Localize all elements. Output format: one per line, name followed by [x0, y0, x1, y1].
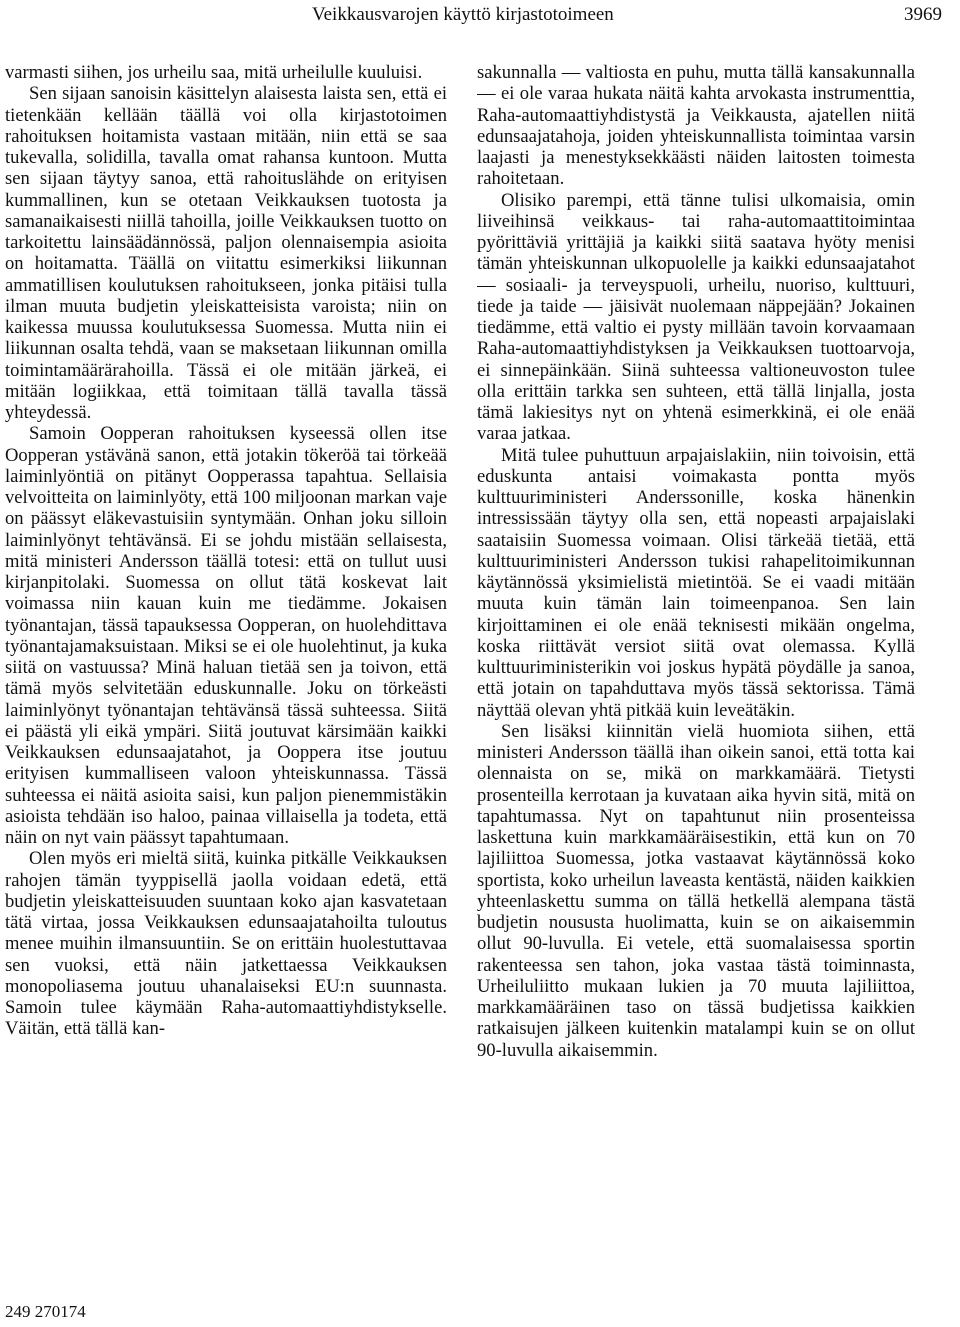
paragraph: varmasti siihen, jos urheilu saa, mitä urheilulle kuuluisi.: [5, 62, 423, 83]
paragraph: Olen myös eri mieltä siitä, kuinka pitkälle Veikkauksen rahojen tämän tyyppisellä jaolla voidaan edetä, että budjetin yleiskatteisuuden suuntaan koko ajan kasvatetaan tätä virtaa, jossa Veikkauksen edunsaajatahoilta tuloutus menee muihin ilmansuuntiin. Se on erittäin huolestuttavaa sen vuoksi, että näin jatkettaessa Veikkauksen monopoliasema joutuu uhanalaiseksi EU:n suunnasta. Samoin tulee käymään Raha-automaattiyhdistykselle. Väitän, että tällä kan-: [5, 848, 447, 1040]
paragraph: Olisiko parempi, että tänne tulisi ulkomaisia, omin liiveihinsä veikkaus- tai raha-automaattitoimintaa pyörittäviä yrittäjiä ja kaikki siitä saatava hyöty menisi tämän yhteiskunnan ulkopuolelle ja kaikki edunsaajatahot — sosiaali- ja terveyspuoli, urheilu, nuoriso, kulttuuri, tiede ja taide — jäisivät nuolemaan näppejään? Jokainen tiedämme, että valtio ei pysty millään tavoin korvaamaan Raha-automaattiyhdistyksen ja Veikkauksen tuottoarvoja, ei sinnepäinkään. Siinä suhteessa valtioneuvoston tulee olla erittäin tarkka sen suhteen, että tällä linjalla, josta tämä lakiesitys nyt on yhtenä esimerkkinä, ei ole enää varaa jatkaa.: [477, 189, 915, 445]
print-code: 249 270174: [5, 1302, 86, 1321]
paragraph: Sen lisäksi kiinnitän vielä huomiota siihen, että ministeri Andersson täällä ihan oikein sanoi, että totta kai olennaista on se, mikä on markkamäärä. Tietysti prosenteilla kerrotaan ja kuvataan aika hyvin sitä, mitä on tapahtumassa. Nyt on tapahtunut niin prosenteissa laskettuna kuin markkamääräisestikin, että kun on 70 lajiliittoa Suomessa, jotka vastaavat käytännössä koko sportista, koko urheilun laveasta kentästä, näiden kaikkien yhteenlaskettu summa on tällä hetkellä alempana tästä budjetin noususta huolimatta, kuin se on aikaisemmin ollut 90-luvulla. Ei vetele, että suomalaisessa sportin rakenteessa sen tahon, joka vastaa tästä toiminnasta, Urheiluliitto mukaan lukien ja 70 muuta lajiliittoa, markkamääräinen taso on tässä budjetissa kaikkien ratkaisujen jälkeen kuitenkin matalampi kuin se on ollut 90-luvulla aikaisemmin.: [477, 720, 915, 1061]
right-column: [477, 62, 915, 1312]
page-header: [0, 4, 960, 28]
paragraph: Mitä tulee puhuttuun arpajaislakiin, niin toivoisin, että eduskunta antaisi voimakasta pontta myös kulttuuriministeri Anderssonille, koska hänenkin intressissään täytyy olla sen, että nopeasti arpajaislaki saataisiin Suomessa voimaan. Olisi tärkeää tietää, että kulttuuriministeri Andersson tukisi rahapelitoimikunnan käytännössä yksimielistä mietintöä. Se ei vaadi mitään muuta kuin tämän lain toimeenpanoa. Sen lain kirjoittaminen ei ole enää teknisesti mikään ongelma, koska riittävät versiot siitä ovat olemassa. Kyllä kulttuuriministerikin voi joskus hypätä pöydälle ja sanoa, että jotain on tapahduttava myös tässä sektorissa. Tämä näyttää olevan yhtä pitkää kuin leveätäkin.: [477, 444, 915, 721]
paragraph: Samoin Oopperan rahoituksen kyseessä ollen itse Oopperan ystävänä sanon, että jotakin tökeröä tai törkeää laiminlyöntiä on pitänyt Oopperassa tapahtua. Sellaisia velvoitteita on laiminlyöty, että 100 miljoonan markan vaje on päässyt eläkevastuisiin syntymään. Onhan joku silloin laiminlyönyt tehtävänsä. Ei se johdu mistään sellaisesta, mitä ministeri Andersson täällä totesi: että on tullut uusi kirjanpitolaki. Suomessa on ollut tätä koskevat lait voimassa niin kauan kuin me tiedämme. Jokaisen työnantajan, tässä tapauksessa Oopperan, on huolehdittava työnantajamaksuistaan. Miksi se ei ole huolehtinut, ja kuka siitä on vastuussa? Minä haluan tietää sen ja toivon, että tämä myös selvitetään eduskunnalle. Joku on törkeästi laiminlyönyt työnantajan tehtävänsä tässä suhteessa. Siitä ei päästä yli eikä ympäri. Siitä joutuvat kärsimään kaikki Veikkauksen edunsaajatahot, ja Ooppera itse joutuu erityisen kummalliseen valoon yhteiskunnassa. Tässä suhteessa ei näitä asioita saisi, kun paljon pienemmistäkin asioista tehdään iso haloo, painaa villaisella ja todeta, että näin on nyt vain päässyt tapahtumaan.: [5, 423, 447, 848]
paragraph: Sen sijaan sanoisin käsittelyn alaisesta laista sen, että ei tietenkään kellään täällä voi olla kirjastotoimen rahoituksen hoitamista vastaan mitään, niin että se saa tukevalla, solidilla, tavalla omat rahansa kuntoon. Mutta sen sijaan täytyy sanoa, että rahoituslähde on erityisen kummallinen, kun se otetaan Veikkauksen tuotosta ja samanaikaisesti niillä tahoilla, joille Veikkauksen tuotto on tarkoitettu lainsäädännössä, paljon olennaisempia asioita on hoitamatta. Täällä on viitattu esimerkiksi liikunnan ammatillisen koulutuksen rahoitukseen, jonka pitäisi tulla ilman muuta budjetin yleiskatteisista varoista; niin on kaikessa muussa koulutuksessa Suomessa. Mutta niin ei liikunnan osalta tehdä, vaan se maksetaan liikunnan omilla toimintamäärärahoilla. Tässä ei ole mitään järkeä, ei mitään logiikkaa, että toimitaan tällä tavalla tässä yhteydessä.: [5, 83, 447, 423]
paragraph: sakunnalla — valtiosta en puhu, mutta tällä kansakunnalla — ei ole varaa hukata näitä kahta arvokasta instrumenttia, Raha-automaattiyhdistystä ja Veikkausta, ajatellen niitä edunsaajatahoja, joiden yhteiskunnallista toimintaa varsin laajasti ja menestyksekkäästi näiden laitosten toimesta rahoitetaan.: [477, 62, 915, 190]
running-title: Veikkausvarojen käyttö kirjastotoimeen: [312, 4, 614, 25]
page-number: 3969: [904, 4, 942, 25]
left-column: [5, 62, 447, 1312]
